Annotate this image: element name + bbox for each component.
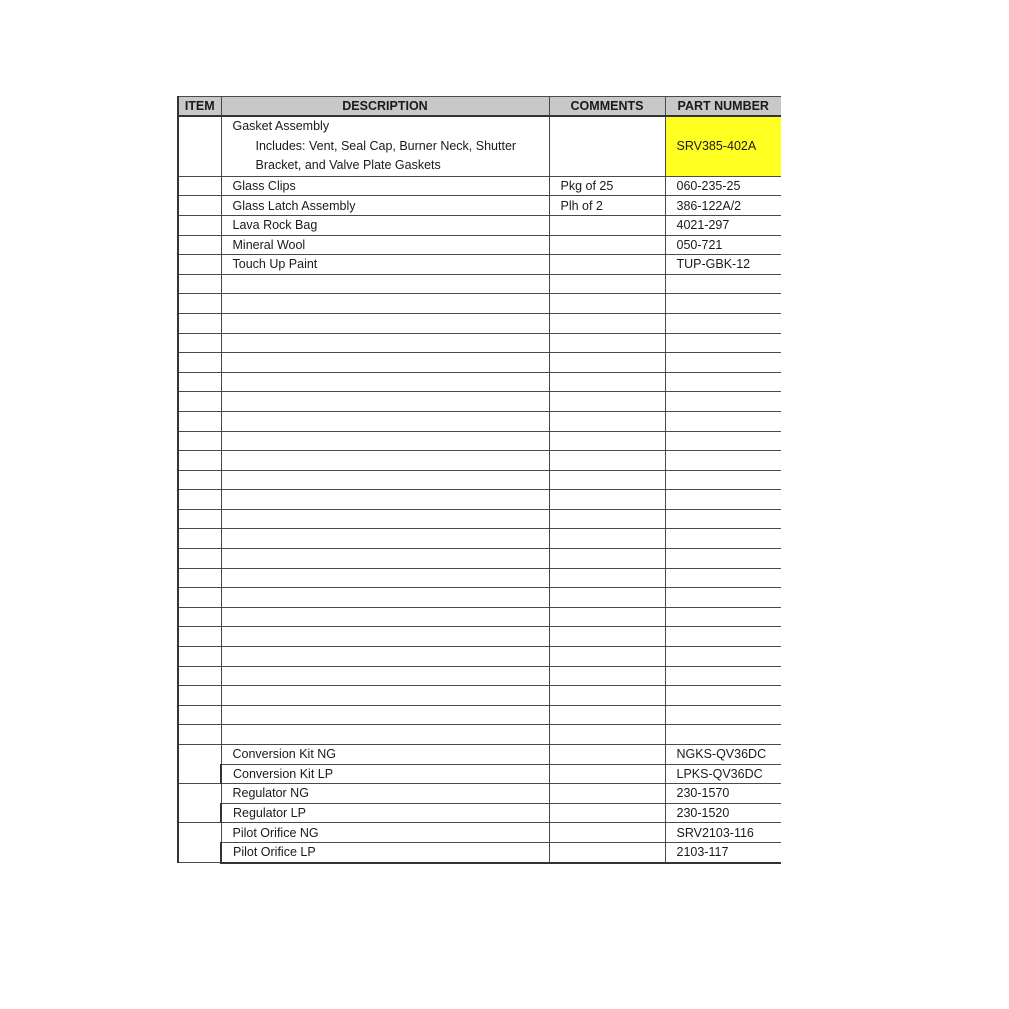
comments-cell — [549, 431, 665, 451]
blank-row — [178, 470, 781, 490]
description-cell: Regulator NG — [221, 784, 549, 804]
blank-row — [178, 705, 781, 725]
description-cell: Pilot Orifice LP — [221, 842, 549, 862]
item-cell — [178, 705, 221, 725]
part-number-cell — [665, 588, 781, 608]
description-cell — [221, 470, 549, 490]
blank-row — [178, 666, 781, 686]
item-cell — [178, 647, 221, 667]
item-cell — [178, 116, 221, 176]
table-row — [178, 116, 781, 176]
comments-cell: Plh of 2 — [549, 196, 665, 216]
comments-cell — [549, 842, 665, 862]
item-cell — [178, 255, 221, 275]
description-cell — [221, 490, 549, 510]
description-cell — [221, 294, 549, 314]
comments-cell — [549, 588, 665, 608]
gasket-includes-line: Bracket, and Valve Plate Gaskets — [255, 158, 441, 173]
comments-cell — [549, 294, 665, 314]
col-header-comments: COMMENTS — [549, 97, 665, 117]
part-number-cell: 060-235-25 — [665, 176, 781, 196]
comments-cell — [549, 764, 665, 784]
description-cell: Conversion Kit LP — [221, 764, 549, 784]
comments-cell — [549, 235, 665, 255]
comments-cell — [549, 666, 665, 686]
part-number-cell — [665, 647, 781, 667]
blank-row — [178, 509, 781, 529]
comments-cell — [549, 490, 665, 510]
comments-cell — [549, 745, 665, 765]
part-number-cell — [665, 529, 781, 549]
description-cell: Touch Up Paint — [221, 255, 549, 275]
item-cell — [178, 196, 221, 216]
header-row — [178, 97, 781, 117]
blank-row — [178, 725, 781, 745]
blank-row — [178, 372, 781, 392]
part-number-cell — [665, 686, 781, 706]
table-row — [178, 842, 781, 862]
description-cell — [221, 333, 549, 353]
blank-row — [178, 627, 781, 647]
table-row — [178, 745, 781, 765]
description-cell — [221, 353, 549, 373]
item-cell — [178, 313, 221, 333]
description-cell — [221, 568, 549, 588]
comments-cell — [549, 274, 665, 294]
gasket-title: Gasket Assembly — [232, 119, 330, 133]
description-cell — [221, 686, 549, 706]
part-number-cell — [665, 470, 781, 490]
table-row — [178, 235, 781, 255]
description-cell: Glass Clips — [221, 176, 549, 196]
comments-cell — [549, 607, 665, 627]
description-cell — [221, 411, 549, 431]
table-row — [178, 784, 781, 804]
item-cell — [178, 215, 221, 235]
blank-row — [178, 568, 781, 588]
comments-cell — [549, 568, 665, 588]
table-row — [178, 176, 781, 196]
part-number-cell: 4021-297 — [665, 215, 781, 235]
item-cell — [178, 392, 221, 412]
comments-cell — [549, 411, 665, 431]
part-number-cell — [665, 353, 781, 373]
blank-row — [178, 313, 781, 333]
description-cell — [221, 725, 549, 745]
description-cell — [221, 666, 549, 686]
comments-cell — [549, 784, 665, 804]
comments-cell — [549, 647, 665, 667]
part-number-cell — [665, 509, 781, 529]
part-number-cell — [665, 333, 781, 353]
table-row — [178, 255, 781, 275]
part-number-cell: TUP-GBK-12 — [665, 255, 781, 275]
part-number-cell — [665, 607, 781, 627]
comments-cell — [549, 313, 665, 333]
description-cell: Conversion Kit NG — [221, 745, 549, 765]
part-number-cell — [665, 725, 781, 745]
description-cell — [221, 116, 549, 176]
part-number-cell: SRV2103-116 — [665, 823, 781, 843]
blank-row — [178, 353, 781, 373]
description-cell — [221, 529, 549, 549]
item-cell — [178, 686, 221, 706]
description-cell — [221, 549, 549, 569]
part-number-cell — [665, 392, 781, 412]
col-header-description: DESCRIPTION — [221, 97, 549, 117]
gasket-includes-line: Includes: Vent, Seal Cap, Burner Neck, Shutter — [255, 138, 517, 153]
blank-row — [178, 431, 781, 451]
table-row — [178, 803, 781, 823]
comments-cell — [549, 509, 665, 529]
comments-cell — [549, 470, 665, 490]
description-cell: Pilot Orifice NG — [221, 823, 549, 843]
item-cell — [178, 235, 221, 255]
blank-row — [178, 294, 781, 314]
description-cell — [221, 705, 549, 725]
blank-row — [178, 411, 781, 431]
description-cell: Mineral Wool — [221, 235, 549, 255]
item-cell — [178, 451, 221, 471]
part-number-cell: 230-1520 — [665, 803, 781, 823]
description-cell — [221, 372, 549, 392]
blank-row — [178, 588, 781, 608]
comments-cell — [549, 215, 665, 235]
item-cell — [178, 411, 221, 431]
part-number-cell — [665, 313, 781, 333]
item-cell — [178, 333, 221, 353]
blank-row — [178, 333, 781, 353]
part-number-cell: NGKS-QV36DC — [665, 745, 781, 765]
comments-cell — [549, 255, 665, 275]
description-cell — [221, 274, 549, 294]
item-cell — [178, 431, 221, 451]
item-cell — [178, 549, 221, 569]
blank-row — [178, 549, 781, 569]
blank-row — [178, 529, 781, 549]
comments-cell — [549, 823, 665, 843]
description-cell — [221, 313, 549, 333]
comments-cell — [549, 372, 665, 392]
description-cell — [221, 627, 549, 647]
part-number-cell — [665, 411, 781, 431]
description-cell: Regulator LP — [221, 803, 549, 823]
comments-cell — [549, 529, 665, 549]
part-number-cell: 386-122A/2 — [665, 196, 781, 216]
part-number-cell — [665, 627, 781, 647]
part-number-cell — [665, 451, 781, 471]
comments-cell — [549, 686, 665, 706]
item-cell — [178, 627, 221, 647]
part-number-cell: SRV385-402A — [665, 116, 781, 176]
description-cell — [221, 451, 549, 471]
item-cell — [178, 823, 221, 863]
comments-cell — [549, 451, 665, 471]
comments-cell — [549, 549, 665, 569]
part-number-cell — [665, 431, 781, 451]
table-row — [178, 215, 781, 235]
item-cell — [178, 294, 221, 314]
part-number-cell: 230-1570 — [665, 784, 781, 804]
part-number-cell — [665, 274, 781, 294]
item-cell — [178, 509, 221, 529]
table-row — [178, 196, 781, 216]
description-cell: Glass Latch Assembly — [221, 196, 549, 216]
description-cell — [221, 509, 549, 529]
blank-row — [178, 451, 781, 471]
blank-row — [178, 686, 781, 706]
description-cell — [221, 588, 549, 608]
blank-row — [178, 392, 781, 412]
item-cell — [178, 353, 221, 373]
item-cell — [178, 490, 221, 510]
description-cell — [221, 392, 549, 412]
col-header-item: ITEM — [178, 97, 221, 117]
part-number-cell — [665, 568, 781, 588]
description-cell — [221, 647, 549, 667]
comments-cell — [549, 353, 665, 373]
item-cell — [178, 372, 221, 392]
table-row — [178, 823, 781, 843]
blank-row — [178, 607, 781, 627]
blank-row — [178, 274, 781, 294]
item-cell — [178, 725, 221, 745]
part-number-cell — [665, 294, 781, 314]
blank-row — [178, 647, 781, 667]
part-number-cell: 050-721 — [665, 235, 781, 255]
item-cell — [178, 470, 221, 490]
blank-row — [178, 490, 781, 510]
comments-cell — [549, 333, 665, 353]
item-cell — [178, 274, 221, 294]
description-cell: Lava Rock Bag — [221, 215, 549, 235]
description-cell — [221, 607, 549, 627]
item-cell — [178, 745, 221, 784]
part-number-cell — [665, 705, 781, 725]
comments-cell — [549, 803, 665, 823]
item-cell — [178, 666, 221, 686]
comments-cell — [549, 116, 665, 176]
item-cell — [178, 176, 221, 196]
comments-cell — [549, 627, 665, 647]
description-cell — [221, 431, 549, 451]
part-number-cell — [665, 490, 781, 510]
item-cell — [178, 529, 221, 549]
parts-table — [177, 96, 781, 864]
part-number-cell — [665, 372, 781, 392]
comments-cell — [549, 705, 665, 725]
part-number-cell — [665, 666, 781, 686]
part-number-cell — [665, 549, 781, 569]
item-cell — [178, 607, 221, 627]
comments-cell — [549, 392, 665, 412]
item-cell — [178, 588, 221, 608]
part-number-cell: 2103-117 — [665, 842, 781, 862]
comments-cell — [549, 725, 665, 745]
table-row — [178, 764, 781, 784]
col-header-part-number: PART NUMBER — [665, 97, 781, 117]
item-cell — [178, 568, 221, 588]
part-number-cell: LPKS-QV36DC — [665, 764, 781, 784]
comments-cell: Pkg of 25 — [549, 176, 665, 196]
item-cell — [178, 784, 221, 823]
